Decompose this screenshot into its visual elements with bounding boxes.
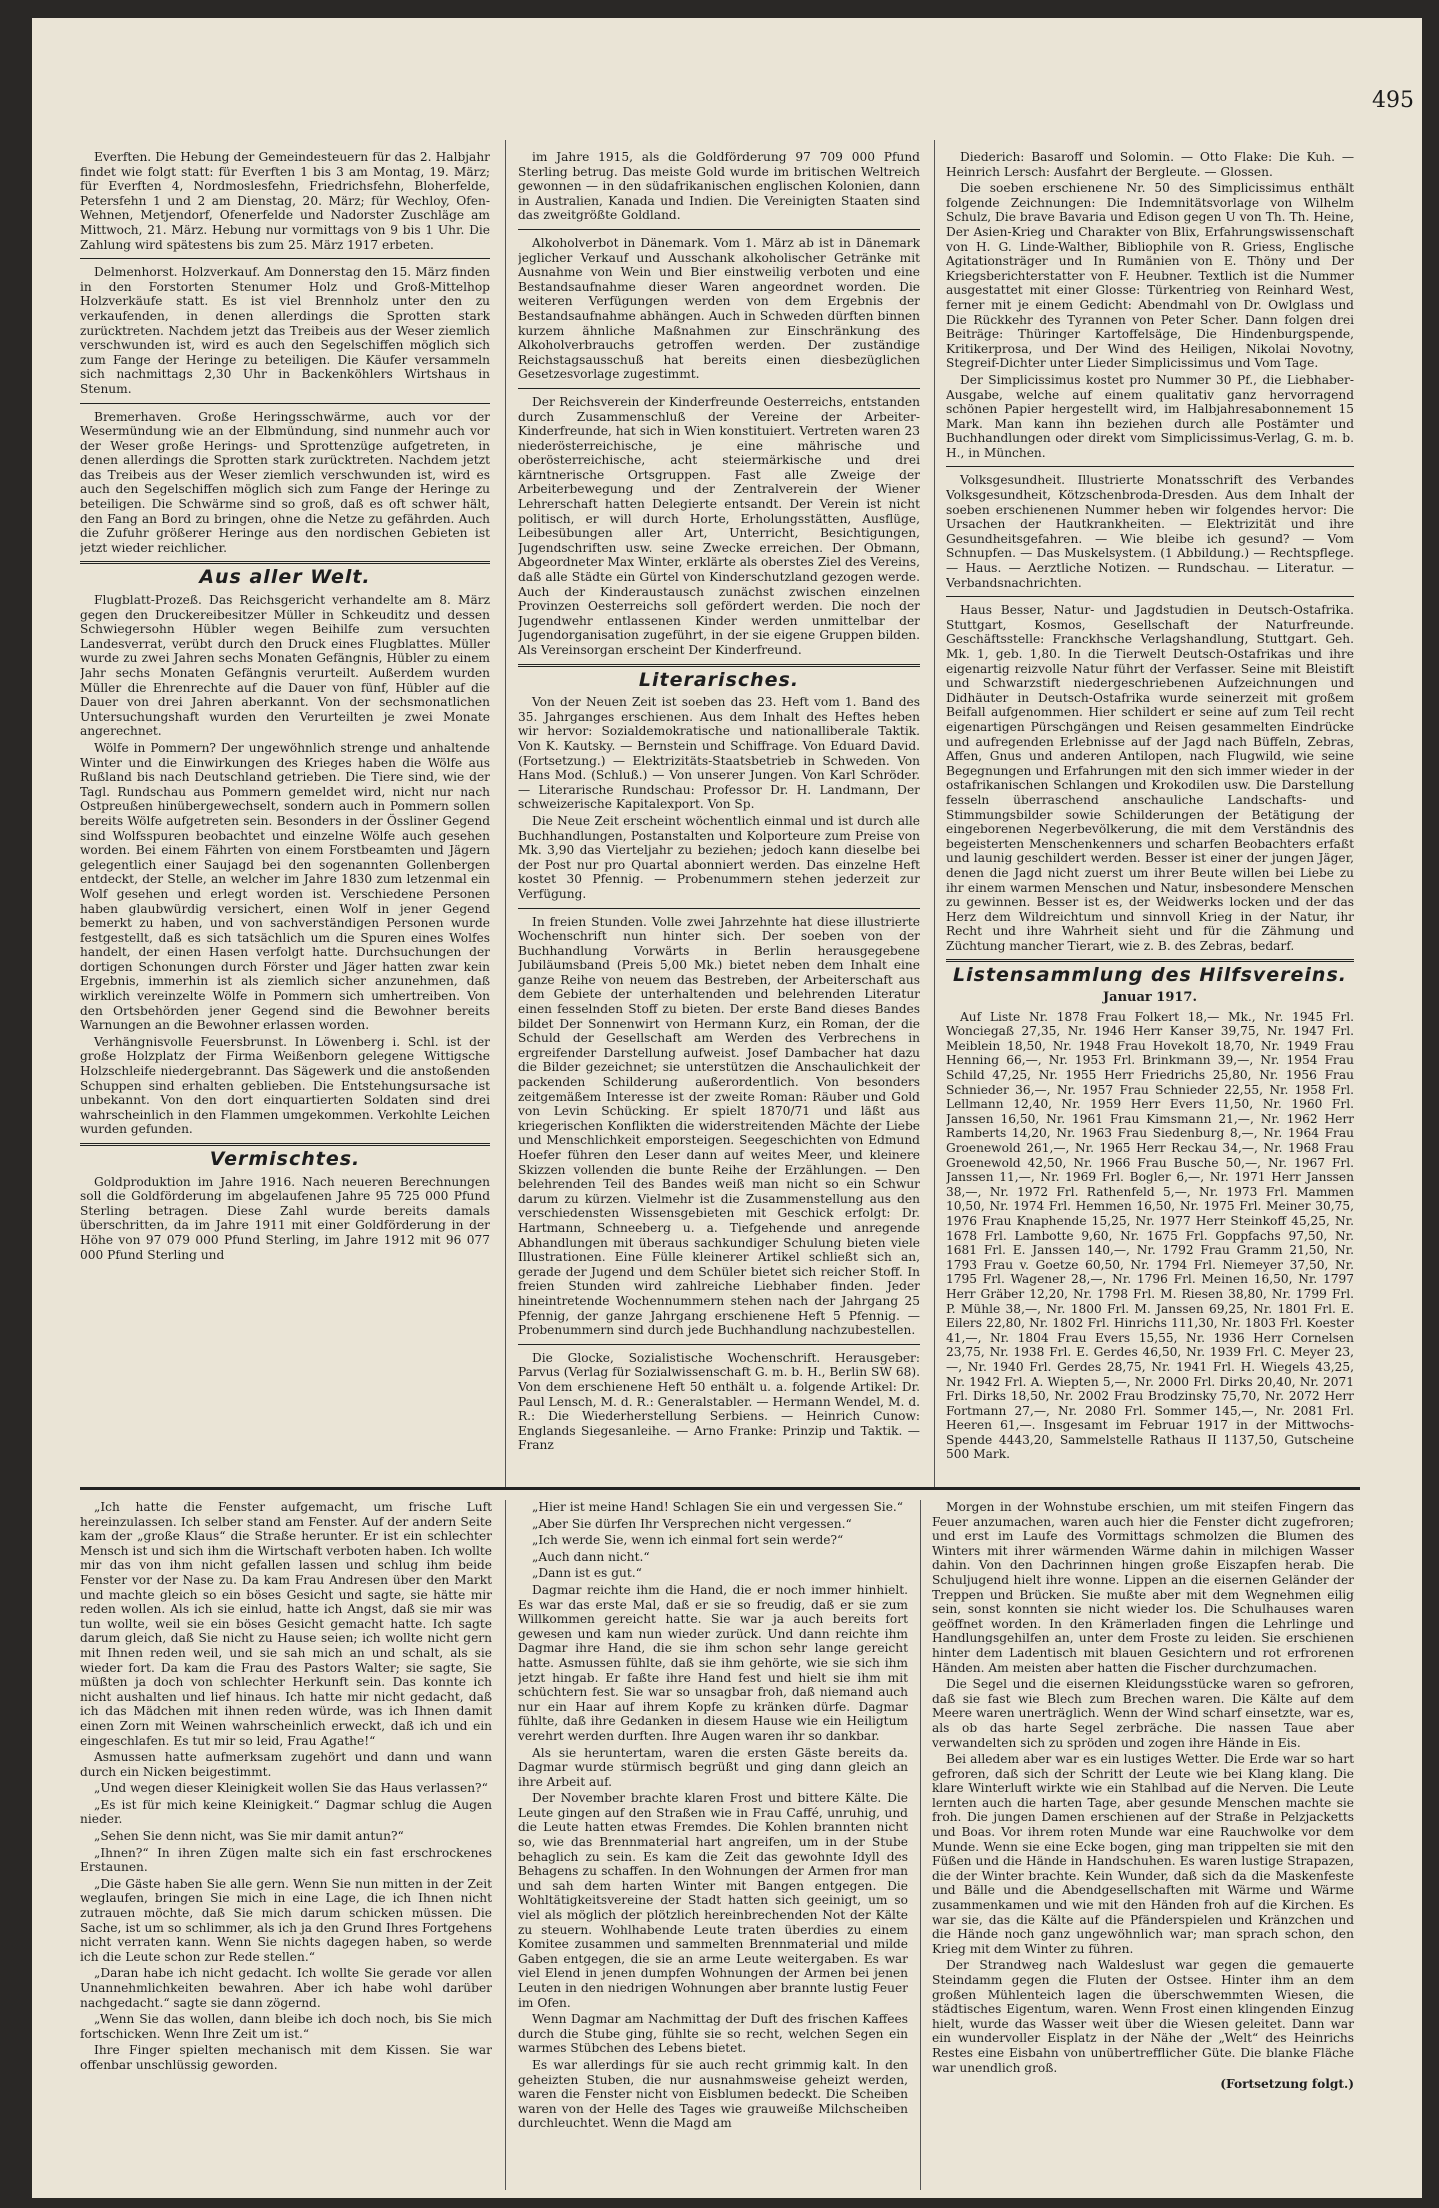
divider — [946, 596, 1354, 597]
story-paragraph: „Wenn Sie das wollen, dann bleibe ich doch noch, bis Sie mich fortschicken. Wenn Ihre Zeit um ist.“ — [80, 2012, 492, 2041]
story-paragraph: Wenn Dagmar am Nachmittag der Duft des frischen Kaffees durch die Stube ging, fühlte sie so recht, welchen Segen ein warmes Stübchen des Lebens bietet. — [518, 2012, 908, 2056]
story-paragraph: Bei alledem aber war es ein lustiges Wetter. Die Erde war so hart gefroren, daß sich der Schritt der Leute wie bei Klang klang. Die klare Winterluft wirkte wie ein Stahlbad auf die Nerven. Die Leute lernten auch die harten Tage, aber gesunde Menschen machte sie froh. Die jungen Damen erschienen auf der Straße in Pelzjacketts und Boas. Vor ihrem roten Munde war eine Rauchwolke vor dem Munde. Wenn sie eine Ecke bogen, ging man trippelten sie mit den Füßen und die Hände in Handschuhen. Es waren lustige Strapazen, die der Winter brachte. Kein Wunder, daß sich da die Maskenfeste und Bälle und die Abendgesellschaften mit Wärme und Wärme zusammenkamen und wie mit den Händen froh auf die Kirchen. Es war sie, das die Kälte auf die Pfänderspielen und Kränzchen und die Hände noch ganz ungewöhnlich war; man sprach schon, den Krieg mit dem Winter zu führen. — [932, 1752, 1354, 1956]
story-paragraph: „Dann ist es gut.“ — [532, 1566, 642, 1581]
story-paragraph: „Und wegen dieser Kleinigkeit wollen Sie das Haus verlassen?“ — [94, 1781, 488, 1796]
story-paragraph: „Aber Sie dürfen Ihr Versprechen nicht vergessen.“ — [532, 1516, 852, 1531]
section-heading-literarisches: Literarisches. — [638, 668, 800, 691]
divider — [80, 1143, 490, 1146]
story-paragraph: Es war allerdings für sie auch recht grimmig kalt. In den geheizten Stuben, die nur ausnahmsweise geheizt werden, waren die Fenster nicht von Eisblumen bedeckt. Die Scheiben waren von der Helle des Tages wie grauweiße Milchscheiben durchleuchtet. Wenn die Magd am — [518, 2057, 908, 2131]
article-flugblatt: Flugblatt-Prozeß. Das Reichsgericht verhandelte am 8. März gegen den Druckereibesitzer Müller in Schkeuditz und dessen Schwiegersohn Hübler wegen Beihilfe zum versuchten Landesverrat, verübt durch den Druck eines Flugblattes. Müller wurde zu zwei Jahren sechs Monaten Gefängnis, Hübler zu einem Jahr sechs Monaten Gefängnis verurteilt. Außerdem wurden Müller die Ehrenrechte auf die Dauer von fünf, Hübler auf die Dauer von drei Jahren aberkannt. Von der sechsmonatlichen Untersuchungshaft wurden den Verurteilten je zwei Monate angerechnet. — [80, 593, 490, 739]
story-paragraph: Der Strandweg nach Waldeslust war gegen die gemauerte Steindamm gegen die Fluten der Ostsee. Hinter ihm an dem großen Mühlenteich lagen die überschwemmten Wiesen, die städtisches Eigentum, waren. Wenn Frost einen klingenden Einzug hielt, wurde das Wasser weit über die Wiesen geleitet. Dann war ein wundervoller Eisplatz in der Nähe der „Welt“ des Heinrichs Restes eine Eisbahn von unübertrefflicher Güte. Die blanke Fläche war unendlich groß. — [932, 1958, 1354, 2075]
review-neue-zeit-price: Die Neue Zeit erscheint wöchentlich einmal und ist durch alle Buchhandlungen, Postanstalten und Kolporteure zum Preise von Mk. 3,90 das Vierteljahr zu beziehen; jedoch kann dieselbe bei der Post nur pro Quartal abonniert werden. Das einzelne Heft kostet 30 Pfennig. — Probenummern stehen jederzeit zur Verfügung. — [518, 813, 920, 901]
story-paragraph: Asmussen hatte aufmerksam zugehört und dann und wann durch ein Nicken beigestimmt. — [80, 1750, 492, 1779]
review-volksgesundheit: Volksgesundheit. Illustrierte Monatsschrift des Verbandes Volksgesundheit, Kötzschenbroda-Dresden. Aus dem Inhalt der soeben erschienenen Nummer heben wir folgendes hervor: Die Ursachen der Hautkrankheiten. — Elektrizität und ihre Gesundheitsgefahren. — Wie bleibe ich gesund? — Vom Schnupfen. — Das Muskelsystem. (1 Abbildung.) — Rechtspflege. — Haus. — Aerztliche Notizen. — Rundschau. — Literatur. — Verbandsnachrichten. — [946, 473, 1354, 590]
divider — [518, 388, 920, 389]
feuilleton-column-1 — [80, 1500, 492, 2190]
story-paragraph: „Ich hatte die Fenster aufgemacht, um frische Luft hereinzulassen. Ich selber stand am Fenster. Auf der andern Seite kam der „große Klaus“ die Straße herunter. Er ist ein schlechter Mensch ist und sich ihm die Wirtschaft verboten haben. Ich wollte mir das von ihm nicht gefallen lassen und schlug ihm beide Fenster vor der Nase zu. Da kam Frau Andresen über den Markt und machte gleich so ein böses Gesicht und sagte, sie hätte mir reden wollen. Als ich sie einlud, hatte ich Angst, daß sie mir was tun wollte, weil sie ein böses Gesicht gemacht hatte. Ich sagte darum gleich, daß Sie nicht zu Hause seien; ich wollte nicht gern mit Ihnen reden weil, und sie sah mich an und schalt, als sie wieder fort. Da kam die Frau des Pastors Walter; sie sagte, Sie müßten ja doch von schlechter Herkunft sein. Das konnte ich nicht aushalten und lief hinaus. Ich hatte mir nicht gedacht, daß ich das Mädchen mit ihnen reden würde, was ich Ihnen damit einen Zorn mit Weinen wahrscheinlich erweckt, daß ich und ein eingeschlafen. Es tut mir so leid, Frau Agathe!“ — [80, 1500, 492, 1748]
column-rule — [934, 140, 935, 1487]
story-paragraph: Der November brachte klaren Frost und bittere Kälte. Die Leute gingen auf den Straßen wie in Frau Caffé, unruhig, und die Leute hatten etwas Fremdes. Die Kohlen brannten nicht so, wie das Brennmaterial hart angreifen, um in der Stube behaglich zu sein. Es kam die Zeit das gewohnte Idyll des Behagens zu schaffen. In den Wohnungen der Armen fror man und sah dem harten Winter mit Bangen entgegen. Die Wohltätigkeitsvereine der Stadt hatten sich geeinigt, um so viel als möglich der plötzlich hereinbrechenden Not der Kälte zu steuern. Wohlhabende Leute traten überdies zu einem Komitee zusammen und sammelten Brennmaterial und milde Gaben entgegen, die sie an arme Leute weitergaben. Es war viel Elend in jenen dumpfen Wohnungen der Armen bei jenen Leuten in den niedrigen Wohnungen aber brannte lustig Feuer im Ofen. — [518, 1791, 908, 2010]
feuilleton-column-3 — [932, 1500, 1354, 2190]
divider — [518, 1344, 920, 1345]
column-rule — [505, 1500, 506, 2190]
story-paragraph: „Es ist für mich keine Kleinigkeit.“ Dagmar schlug die Augen nieder. — [80, 1797, 492, 1827]
divider — [80, 561, 490, 564]
story-paragraph: „Auch dann nicht.“ — [532, 1549, 650, 1564]
article-woelfe: Wölfe in Pommern? Der ungewöhnlich strenge und anhaltende Winter und die Einwirkungen des Krieges haben die Wölfe aus Rußland bis nach Deutschland getrieben. Die Tiere sind, wie der Tagl. Rundschau aus Pommern gemeldet wird, nicht nur nach Ostpreußen hinübergewechselt, sondern auch in Pommern sollen bereits Wölfe aufgetreten sein. Besonders in der Össliner Gegend sind Wolfsspuren beobachtet und einzelne Wölfe auch gesehen worden. Bei einem Fährten von einem Forstbeamten und Jägern gelegentlich einer Saujagd bei den sogenannten Gollenbergen entdeckt, der Stelle, an welcher im Jahre 1830 zum letzenmal ein Wolf gesehen und erlegt worden ist. Verschiedene Personen haben glaubwürdig versichert, einen Wolf in jener Gegend bemerkt zu haben, und von sachverständigen Personen wurde festgestellt, daß es sich tatsächlich um die Spuren eines Wolfes handelt, der einen Hasen verfolgt hatte. Durchsuchungen der dortigen Schonungen durch Förster und Jäger hatten zwar kein Ergebnis, immerhin ist als ziemlich sicher anzunehmen, daß wirklich vereinzelte Wölfe in Pommern sich umhertreiben. Von den Ortsbehörden jener Gegend sind die Bewohner bereits Warnungen an die Bewohner erlassen worden. — [80, 740, 490, 1033]
column-2 — [518, 150, 920, 1485]
article-alkoholverbot: Alkoholverbot in Dänemark. Vom 1. März ab ist in Dänemark jeglicher Verkauf und Ausschank alkoholischer Getränke mit Ausnahme von Wein und Bier einstweilig verboten und eine Bestandsaufnahme dieser Waren angeordnet worden. Die weiteren Verfügungen werden von dem Ergebnis der Bestandsaufnahme abhängen. Auch in Schweden dürften binnen kurzem ähnliche Maßnahmen zur Einschränkung des Alkoholverbrauchs getroffen werden. Der zuständige Reichstagsausschuß hat bereits einen diesbezüglichen Gesetzesvorlage zugestimmt. — [518, 235, 920, 382]
review-continued: Diederich: Basaroff und Solomin. — Otto Flake: Die Kuh. — Heinrich Lersch: Ausfahrt der Bergleute. — Glossen. — [946, 150, 1354, 179]
subheading-januar: Januar 1917. — [1103, 990, 1197, 1006]
story-paragraph: Ihre Finger spielten mechanisch mit dem Kissen. Sie war offenbar unschlüssig geworden. — [80, 2043, 492, 2072]
story-paragraph: „Die Gäste haben Sie alle gern. Wenn Sie nun mitten in der Zeit weglaufen, bringen Sie mich in eine Lage, die ich Ihnen nicht zutrauen möchte, daß Sie mich darum schicken müssen. Die Sache, ist um so schlimmer, als ich ja den Grund Ihres Fortgehens nicht verraten kann. Wenn Sie nichts dagegen haben, so werde ich die Leute schon zur Rede stellen.“ — [80, 1876, 492, 1964]
article-goldproduktion: Goldproduktion im Jahre 1916. Nach neueren Berechnungen soll die Goldförderung im abgelaufenen Jahre 95 725 000 Pfund Sterling betragen. Diese Zahl wurde bereits damals überschritten, da im Jahre 1911 mit einer Goldförderung in der Höhe von 97 079 000 Pfund Sterling, im Jahre 1912 mit 96 077 000 Pfund Sterling und — [80, 1174, 490, 1262]
donation-list: Auf Liste Nr. 1878 Frau Folkert 18,— Mk., Nr. 1945 Frl. Wonciegaß 27,35, Nr. 1946 Herr Kanser 39,75, Nr. 1947 Frl. Meiblein 18,50, Nr. 1948 Frau Hovekolt 18,70, Nr. 1949 Frau Henning 66,—, Nr. 1953 Frl. Brinkmann 39,—, Nr. 1954 Frau Schild 47,25, Nr. 1955 Herr Friedrichs 25,80, Nr. 1956 Frau Schnieder 36,—, Nr. 1957 Frau Schnieder 22,55, Nr. 1958 Frl. Lellmann 12,40, Nr. 1959 Herr Evers 11,50, Nr. 1960 Frl. Janssen 16,50, Nr. 1961 Frau Kimsmann 21,—, Nr. 1962 Herr Ramberts 14,20, Nr. 1963 Frau Siedenburg 8,—, Nr. 1964 Frau Groenewold 261,—, Nr. 1965 Herr Reckau 34,—, Nr. 1968 Frau Groenewold 42,50, Nr. 1966 Frau Busche 50,—, Nr. 1967 Frl. Janssen 11,—, Nr. 1969 Frl. Bogler 6,—, Nr. 1971 Herr Janssen 38,—, Nr. 1972 Frl. Rathenfeld 5,—, Nr. 1973 Frl. Mammen 10,50, Nr. 1974 Frl. Hemmen 16,50, Nr. 1975 Frl. Meiner 30,75, 1976 Frau Knaphende 15,25, Nr. 1977 Herr Steinkoff 45,25, Nr. 1678 Frl. Lambotte 9,60, Nr. 1675 Frl. Goppfachs 97,50, Nr. 1681 Frl. E. Janssen 140,—, Nr. 1792 Frau Gramm 21,50, Nr. 1793 Frau v. Goetze 60,50, Nr. 1794 Frl. Niemeyer 37,50, Nr. 1795 Frl. Wagener 28,—, Nr. 1796 Frl. Meinen 16,50, Nr. 1797 Herr Gräber 12,20, Nr. 1798 Frl. M. Riesen 38,80, Nr. 1799 Frl. P. Mühle 38,—, Nr. 1800 Frl. M. Janssen 69,25, Nr. 1801 Frl. E. Eilers 22,80, Nr. 1802 Frl. Hinrichs 111,30, Nr. 1803 Frl. Koester 41,—, Nr. 1804 Frau Evers 15,55, Nr. 1936 Herr Cornelsen 23,75, Nr. 1938 Frl. E. Gerdes 46,50, Nr. 1939 Frl. C. Meyer 23,—, Nr. 1940 Frl. Gerdes 28,75, Nr. 1941 Frl. H. Wiegels 43,25, Nr. 1942 Frl. A. Wiepten 5,—, Nr. 2000 Frl. Dirks 20,40, Nr. 2071 Frl. Dirks 18,50, Nr. 2002 Frau Brodzinsky 75,70, Nr. 2072 Herr Fortmann 27,—, Nr. 2080 Frl. Sommer 145,—, Nr. 2081 Frl. Heeren 61,—. Insgesamt im Februar 1917 in der Mittwochs-Spende 4443,20, Sammelstelle Rathaus II 1137,50, Gutscheine 500 Mark. — [946, 1009, 1354, 1462]
article-bremerhaven: Bremerhaven. Große Heringsschwärme, auch vor der Wesermündung wie an der Elbmündung, sind nunmehr auch vor der Weser große Herings- und Sprottenzüge aufgetreten, in denen allerdings die Sprotten stark zurücktreten. Nachdem jetzt das Treibeis aus der Weser ziemlich verschwunden ist, wird es auch den Segelschiffen möglich sich zum Fange der Heringe zu beteiligen. Die Schwärme sind so groß, daß es oft schwer hält, den Fang an Bord zu bringen, ohne die Netze zu gefährden. Auch die Zufuhr größerer Heringe aus den nordischen Gebieten ist jetzt wieder reichlicher. — [80, 409, 490, 555]
review-freien-stunden: In freien Stunden. Volle zwei Jahrzehnte hat diese illustrierte Wochenschrift nun hinter sich. Der soeben von der Buchhandlung Vorwärts in Berlin herausgegebene Jubiläumsband (Preis 5,00 Mk.) bietet neben dem Inhalt eine ganze Reihe von neuem das Bestreben, der Arbeiterschaft aus dem Gebiete der unterhaltenden und belehrenden Literatur einen fesselnden Stoff zu bieten. Der erste Band dieses Bandes bildet Der Sonnenwirt von Hermann Kurz, ein Roman, der die Schuld der Gesellschaft am Werden des Verbrechens in ergreifender Darstellung aufweist. Josef Dambacher hat dazu die Bilder gezeichnet; sie unterstützen die Anschaulichkeit der packenden Schilderung außerordentlich. Von besonders zeitgemäßem Interesse ist der zweite Roman: Räuber und Gold von Levin Schücking. Er spielt 1870/71 und läßt aus kriegerischen Konflikten die widerstreitenden Mächte der Liebe und Menschlichkeit emporsteigen. Seegeschichten von Edmund Hoefer führen den Leser dann auf weites Meer, und kleinere Skizzen vollenden die bunte Reihe der Erzählungen. — Den belehrenden Teil des Bandes weiß man nicht so ein Schwur darum zu kürzen. Vielmehr ist die Zusammenstellung aus den verschiedensten Wissensgebieten mit Geschick erfolgt: Dr. Hartmann, Schneeberg u. a. Tiefgehende und anregende Abhandlungen mit überaus sachkundiger Schulung bieten viele Illustrationen. Eine Fülle kleinerer Artikel schließt sich an, gerade der Jugend und dem Schüler bietet sich reicher Stoff. In freien Stunden wird zahlreiche Liebhaber finden. Jeder hineintretende Wochennummern stehen nach der Jahrgang 25 Pfennig, der ganze Jahrgang erschienene Heft 5 Pfennig. — Probenummern sind durch jede Buchhandlung nachzubestellen. — [518, 914, 920, 1338]
column-rule — [505, 140, 506, 1487]
divider — [518, 229, 920, 230]
column-1 — [80, 150, 490, 1485]
story-paragraph: Morgen in der Wohnstube erschien, um mit steifen Fingern das Feuer anzumachen, waren auch hier die Fenster dicht zugefroren; und erst im Laufe des Vormittags schmolzen die Blumen des Winters mit ihrer wärmenden Wärme dahin in milchigen Wasser dahin. Von den Dachrinnen hingen große Eiszapfen herab. Die Schuljugend hielt ihre wonne. Lippen an die eisernen Geländer der Treppen und Brücken. Sie mußte aber mit dem Wegnehmen eilig sein, sonst konnten sie nicht wieder los. Die Schulhauses waren geöffnet worden. In den Krämerladen fingen die Lehrlinge und Handlungsgehilfen an, unter dem Froste zu leiden. Sie erschienen hinter dem Ladentisch mit blauen Gesichtern und rot erfrorenen Händen. Am meisten aber hatten die Fischer durchzumachen. — [932, 1500, 1354, 1675]
feuilleton-rule — [80, 1487, 1360, 1490]
story-paragraph: Als sie heruntertam, waren die ersten Gäste bereits da. Dagmar wurde stürmisch begrüßt und ging dann gleich an ihre Arbeit auf. — [518, 1745, 908, 1789]
review-kosmos: Haus Besser, Natur- und Jagdstudien in Deutsch-Ostafrika. Stuttgart, Kosmos, Gesellschaft der Naturfreunde. Geschäftsstelle: Franckhsche Verlagshandlung, Stuttgart. Geh. Mk. 1, geb. 1,80. In die Tierwelt Deutsch-Ostafrikas und ihre eigenartig reizvolle Natur führt der Verfasser. Seine mit Bleistift und Schwarzstift niedergeschriebenen Aufzeichnungen und Didhäuter in Deutsch-Ostafrika wurde seinerzeit mit großem Beifall aufgenommen. Hier schildert er seine auf zum Teil recht eigenartigen Pürschgängen und Reisen gesammelten Eindrücke und aufregenden Erlebnisse auf der Jagd nach Büffeln, Zebras, Affen, Gnus und anderen Antilopen, nach Flugwild, wie seine Begegnungen und Erfahrungen mit den sich immer wieder in der ostafrikanischen Schlangen und Krokodilen usw. Die Darstellung fesseln überraschend anschauliche Landschafts- und Stimmungsbilder sowie Schilderungen der Betätigung der eingeborenen Negerbevölkerung, die mit dem Verständnis des begeisterten Menschenkenners und scharfen Beobachters erfaßt und launig geschildert werden. Besser ist einer der jungen Jäger, denen die Jagd nicht zuerst um ihrer Beute willen bei Liebe zu ihr einem warmen Menschen und Natur, insbesondere Menschen zu gewinnen. Besser ist es, der Weidwerks locken und der das Herz dem Wildreichtum und sinnvoll Krieg in der Natur, ihr Recht und ihre Wahrheit sieht und für die Zähmung und Züchtung mancher Tierart, wie z. B. des Zebras, bedarf. — [946, 603, 1354, 953]
section-heading-aus-aller-welt: Aus aller Welt. — [199, 566, 371, 589]
article-everften: Everften. Die Hebung der Gemeindesteuern für das 2. Halbjahr findet wie folgt statt: für Everften 1 bis 3 am Montag, 19. März; für Everften 4, Nordmoslesfehn, Friedrichsfehn, Bloherfelde, Petersfehn 1 und 2 am Dienstag, 20. März; für Wechloy, Ofen-Wehnen, Metjendorf, Ofenerfelde und Nadorster Zuschläge am Mittwoch, 21. März. Hebung nur vormittags von 9 bis 1 Uhr. Die Zahlung wird spätestens bis zum 25. März 1917 erbeten. — [80, 150, 490, 252]
story-paragraph: „Ihnen?“ In ihren Zügen malte sich ein fast erschrockenes Erstaunen. — [80, 1845, 492, 1875]
column-3 — [946, 150, 1354, 1485]
article-gold-continued: im Jahre 1915, als die Goldförderung 97 709 000 Pfund Sterling betrug. Das meiste Gold wurde im britischen Weltreich gewonnen — in den südafrikanischen englischen Kolonien, dann in Australien, Kanada und Indien. Die Vereinigten Staaten sind das zweitgrößte Goldland. — [518, 150, 920, 223]
divider — [946, 466, 1354, 467]
divider — [80, 258, 490, 259]
section-heading-listensammlung: Listensammlung des Hilfsvereins. — [953, 964, 1347, 987]
review-simplicissimus-price: Der Simplicissimus kostet pro Nummer 30 Pf., die Liebhaber-Ausgabe, welche auf einem qualitativ ganz hervorragend schönen Papier hergestellt wird, im Halbjahresabonnement 15 Mark. Man kann ihn beziehen durch alle Postämter und Buchhandlungen oder direkt vom Simplicissimus-Verlag, G. m. b. H., in München. — [946, 372, 1354, 460]
article-delmenhorst: Delmenhorst. Holzverkauf. Am Donnerstag den 15. März finden in den Forstorten Stenumer Holz und Groß-Mittelhop Holzverkäufe statt. Es ist viel Brennholz unter den zu verkaufenden, in denen allerdings die Sprotten stark zurücktreten. Nachdem jetzt das Treibeis aus der Weser ziemlich verschwunden ist, wird es auch den Segelschiffen möglich sich zum Fange der Heringe zu beteiligen. Die Käufer versammeln sich nachmittags 2,30 Uhr in Backenköhlers Wirtshaus in Stenum. — [80, 265, 490, 396]
section-heading-vermischtes: Vermischtes. — [209, 1148, 361, 1170]
divider — [518, 908, 920, 909]
story-paragraph: „Sehen Sie denn nicht, was Sie mir damit antun?“ — [94, 1829, 404, 1844]
divider — [946, 959, 1354, 962]
story-paragraph: Dagmar reichte ihm die Hand, die er noch immer hinhielt. Es war das erste Mal, daß er sie so freudig, daß er sie zum Willkommen gereicht hatte. Sie war ja auch bereits fort gewesen und kam nun wieder zurück. Und dann reichte ihm Dagmar ihre Hand, die sie ihm schon sehr lange gereicht hatte. Asmussen fühlte, daß sie ihm gehörte, wie sie sich ihm jetzt hingab. Er faßte ihre Hand fest und hielt sie ihm mit schüchtern fest. Sie war so unsagbar froh, daß niemand auch nur ein Haar auf ihrem Kopfe zu kränken dürfe. Dagmar fühlte, daß ihre Gedanken in diesem Hause wie ein Heiligtum verehrt werden durften. Ihre Augen waren ihr so dankbar. — [518, 1582, 908, 1743]
article-feuersbrunst: Verhängnisvolle Feuersbrunst. In Löwenberg i. Schl. ist der große Holzplatz der Firma Weißenborn gelegene Wittigsche Holzschleife niedergebrannt. Das Sägewerk und die anstoßenden Schuppen sind erhalten geblieben. Die Entstehungsursache ist unbekannt. Von den dort einquartierten Soldaten sind drei wahrscheinlich in den Flammen umgekommen. Verkohlte Leichen wurden gefunden. — [80, 1034, 490, 1137]
continuation-note: (Fortsetzung folgt.) — [1220, 2077, 1354, 2092]
story-paragraph: „Daran habe ich nicht gedacht. Ich wollte Sie gerade vor allen Unannehmlichkeiten bewahren. Aber ich habe wohl darüber nachgedacht.“ sagte sie dann zögernd. — [80, 1966, 492, 2010]
review-neue-zeit: Von der Neuen Zeit ist soeben das 23. Heft vom 1. Band des 35. Jahrganges erschienen. Aus dem Inhalt des Heftes heben wir hervor: Sozialdemokratische und nationalliberale Taktik. Von K. Kautsky. — Bernstein und Schiffrage. Von Eduard David. (Fortsetzung.) — Elektrizitäts-Staatsbetrieb in Schweden. Von Hans Mod. (Schluß.) — Von unserer Jungen. Von Karl Schröder. — Literarische Rundschau: Professor Dr. H. Landmann, Der schweizerische Kapitalexport. Von Sp. — [518, 695, 920, 812]
story-paragraph: „Hier ist meine Hand! Schlagen Sie ein und vergessen Sie.“ — [532, 1500, 904, 1514]
divider — [80, 403, 490, 404]
review-simplicissimus: Die soeben erschienene Nr. 50 des Simplicissimus enthält folgende Zeichnungen: Die Indemnitätsvorlage von Wilhelm Schulz, Die brave Bavaria und Edison gegen U von Th. Th. Heine, Der Asien-Krieg und Charakter von Blix, Erfahrungswissenschaft von H. G. Linde-Walther, Bibliophile von R. Griess, Englische Agitationsträger und In Rumänien von E. Thöny und Der Kriegsberichterstatter von F. Heubner. Textlich ist die Nummer ausgestattet mit einer Glosse: Türkentrieg von Reinhard West, ferner mit je einem Gedicht: Abendmahl von Dr. Owlglass und Die Rückkehr des Tyrannen von Peter Scher. Dann folgen drei Beiträge: Thüringer Kartoffelsäge, Die Hindenburgspende, Kritikerprosa, und Der Wind des Heiligen, Nikolai Novotny, Stegreif-Dichter unter Lieder Simplicissimus und Vom Tage. — [946, 181, 1354, 371]
divider — [518, 664, 920, 667]
review-glocke: Die Glocke, Sozialistische Wochenschrift. Herausgeber: Parvus (Verlag für Sozialwissenschaft G. m. b. H., Berlin SW 68). Von dem erschienene Heft 50 enthält u. a. folgende Artikel: Dr. Paul Lensch, M. d. R.: Generalstabler. — Hermann Wendel, M. d. R.: Die Wiederherstellung Serbiens. — Heinrich Cunow: Englands Siegesanleihe. — Arno Franke: Prinzip und Taktik. — Franz — [518, 1350, 920, 1453]
story-paragraph: Die Segel und die eisernen Kleidungsstücke waren so gefroren, daß sie fast wie Blech zum Brechen waren. Die Kälte auf dem Meere waren unerträglich. Wenn der Wind scharf einsetzte, war es, als ob das harte Segel zerbräche. Die nassen Taue aber verwandelten sich zu spröden und zogen ihre Hände in Eis. — [932, 1677, 1354, 1750]
column-rule — [920, 1500, 921, 2190]
page-number: 495 — [1372, 88, 1414, 113]
story-paragraph: „Ich werde Sie, wenn ich einmal fort sein werde?“ — [532, 1533, 844, 1548]
article-reichsverein: Der Reichsverein der Kinderfreunde Oesterreichs, entstanden durch Zusammenschluß der Vereine der Arbeiter-Kinderfreunde, hat sich in Wien konstituiert. Vertreten waren 23 niederösterreichische, je eine mährische und oberösterreichische, acht steiermärkische und drei kärntnerische Ortsgruppen. Fast alle Zweige der Arbeiterbewegung und der Zentralverein der Wiener Lehrerschaft hatten Delegierte entsandt. Der Verein ist nicht politisch, er will durch Horte, Erholungsstätten, Ausflüge, Leibesübungen aller Art, Unterricht, Besichtigungen, Jugendschriften usw. seine Zwecke erreichen. Der Obmann, Abgeordneter Max Winter, erklärte als oberstes Ziel des Vereins, daß alle Städte ein Gürtel von Kinderschutzland gezogen werde. Auch der Kinderaustausch zunächst zwischen einzelnen Provinzen Oesterreichs soll gefördert werden. Die noch der Jugendwehr entlassenen Kinder werden unmittelbar der Jugendorganisation zugeführt, in der sie eigene Gruppen bilden. Als Vereinsorgan erscheint Der Kinderfreund. — [518, 394, 920, 657]
feuilleton-column-2 — [518, 1500, 908, 2190]
